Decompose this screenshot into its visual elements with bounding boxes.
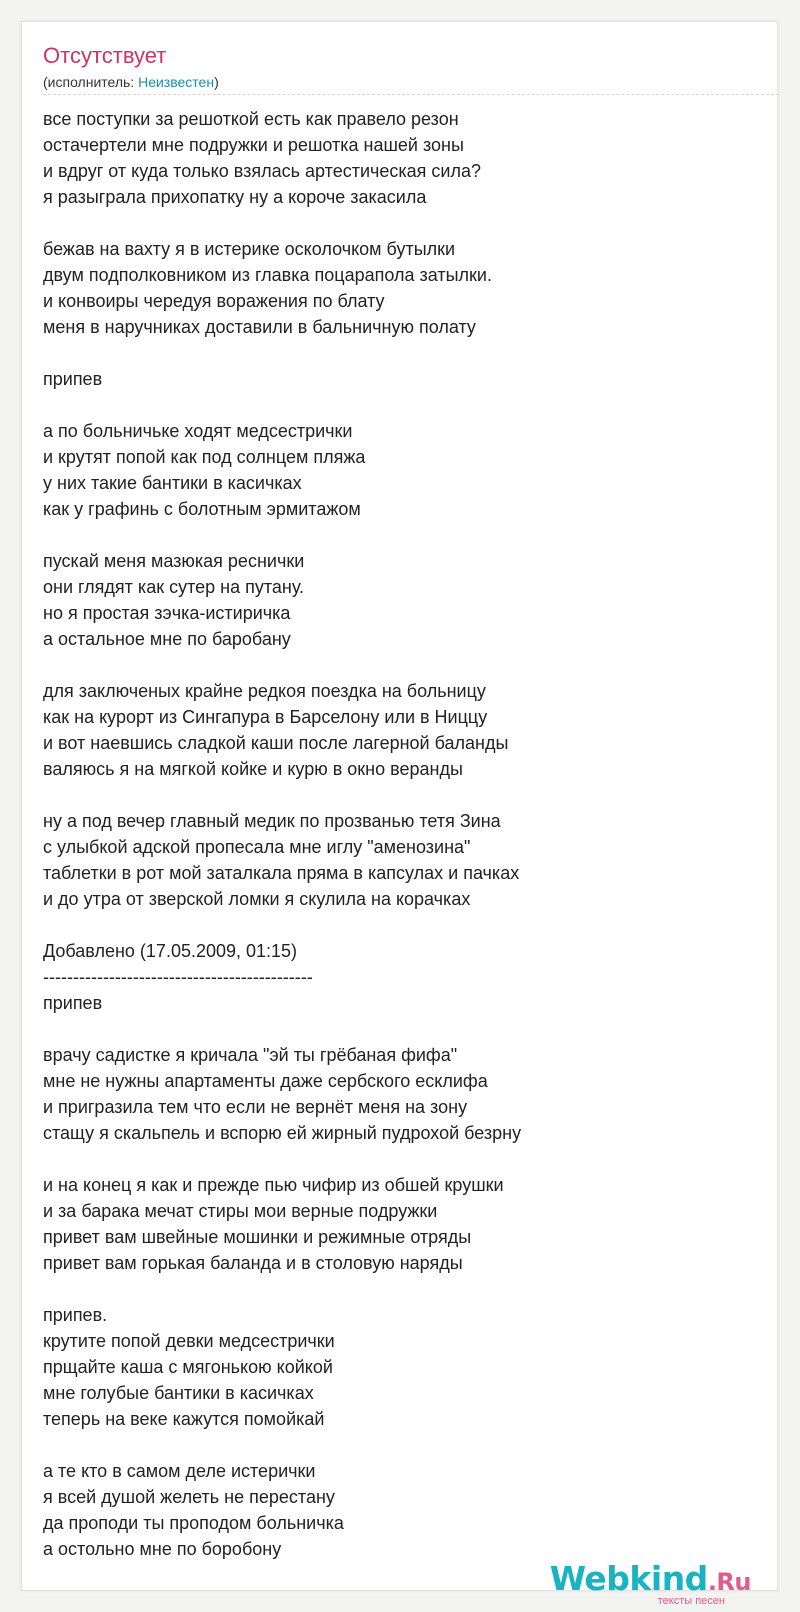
- lyrics-text: все поступки за решоткой есть как правело резон остачертели мне подружки и решотка нашей зоны и вдруг от куда только взялась артестическая сила? я разыграла прихопатку ну а короче закасила бежав на вахту я в истерике осколочком бутылки двум подполковником из главка поцарапола затылки. и конвоиры чередуя воражения по блату меня в наручниках доставили в бальничную полату припев а по больничьке ходят медсестрички и крутят попой как под солнцем пляжа у них такие бантики в касичках как у графинь с болотным эрмитажом пускай меня мазюкая реснички они глядят как сутер на путану. но я простая зэчка-истиричка а остальное мне по баробану для заключеных крайне редкоя поездка на больницу как на курорт из Сингапура в Барселону или в Ниццу и вот наевшись сладкой каши после лагерной баланды валяюсь я на мягкой койке и курю в окно веранды ну а под вечер главный медик по прозванью тетя Зина с улыбкой адской пропесала мне иглу "аменозина" таблетки в рот мой заталкала пряма в капсулах и пачках и до утра от зверской ломки я скулила на корачках Добавлено (17.05.2009, 01:15) --------------------------------------------- припев врачу садистке я кричала "эй ты грёбаная фифа" мне не нужны апартаменты даже сербского есклифа и пригразила тем что если не вернёт меня на зону стащу я скальпель и вспорю ей жирный пудрохой безрну и на конец я как и прежде пью чифир из обшей крушки и за барака мечат стиры мои верные подружки привет вам швейные мошинки и режимные отряды привет вам горькая баланда и в столовую наряды припев. крутите попой девки медсестрички прщайте каша с мягонькою койкой мне голубые бантики в касичках теперь на веке кажутся помойкай а те кто в самом деле истерички я всей душой желеть не перестану да проподи ты проподом больничка а остольно мне по боробону: [43, 109, 522, 1559]
- artist-line: [43, 73, 219, 91]
- logo-tagline: тексты песен: [657, 1595, 725, 1607]
- song-title: Отсутствует: [43, 43, 167, 68]
- artist-prefix: (исполнитель:: [43, 74, 139, 90]
- header-divider: [43, 94, 779, 95]
- site-logo[interactable]: [549, 1559, 751, 1607]
- logo-tld: .Ru: [707, 1568, 751, 1596]
- logo-wordmark: Webkind: [549, 1559, 708, 1598]
- artist-suffix: ): [214, 74, 219, 90]
- content-card: [21, 21, 778, 1607]
- artist-link[interactable]: Неизвестен: [138, 74, 215, 90]
